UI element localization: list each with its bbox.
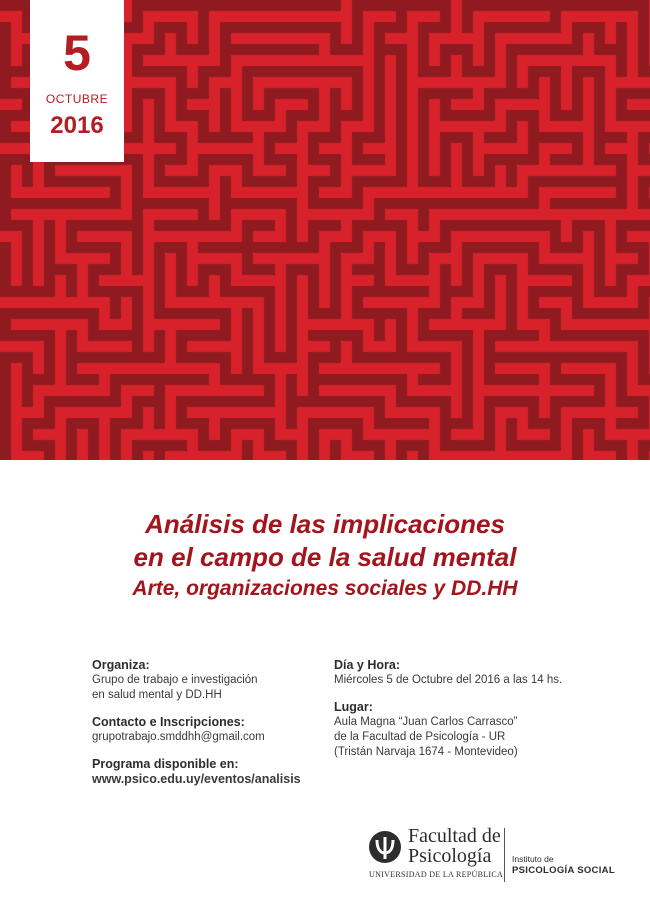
title-line-2: en el campo de la salud mental (133, 542, 517, 572)
dia-hora-section (334, 658, 604, 688)
event-subtitle: Arte, organizaciones sociales y DD.HH (132, 577, 518, 600)
contacto-email[interactable]: grupotrabajo.smddhh@gmail.com (92, 731, 265, 743)
university-name: UNIVERSIDAD DE LA REPÚBLICA (369, 870, 504, 879)
organiza-line-1: Grupo de trabajo e investigación (92, 674, 258, 686)
programa-url[interactable]: www.psico.edu.uy/eventos/analisis (92, 772, 301, 786)
lugar-line-3: (Tristán Narvaja 1674 - Montevideo) (334, 746, 518, 758)
info-right-column (334, 658, 604, 772)
psi-logo-icon (368, 830, 402, 864)
faculty-name-line-1: Facultad de (408, 825, 501, 847)
dia-hora-value: Miércoles 5 de Octubre del 2016 a las 14 hs. (334, 674, 563, 686)
dia-hora-label: Día y Hora: (334, 658, 400, 672)
organiza-line-2: en salud mental y DD.HH (92, 689, 222, 701)
programa-label: Programa disponible en: (92, 757, 239, 771)
title-line-1: Análisis de las implicaciones (145, 509, 505, 539)
programa-section (92, 757, 322, 787)
date-year: 2016 (50, 112, 104, 139)
lugar-section (334, 700, 604, 760)
faculty-name-line-2: Psicología (408, 845, 492, 867)
contacto-section (92, 715, 322, 745)
event-title (0, 508, 650, 604)
institute-line-2: PSICOLOGÍA SOCIAL (512, 865, 615, 876)
date-month: OCTUBRE (45, 92, 109, 106)
lugar-line-1: Aula Magna “Juan Carlos Carrasco” (334, 716, 518, 728)
contacto-label: Contacto e Inscripciones: (92, 715, 245, 729)
organiza-section (92, 658, 322, 703)
institute-line-1: Instituto de (512, 854, 554, 864)
info-left-column (92, 658, 322, 799)
institute-name (512, 854, 615, 876)
organiza-label: Organiza: (92, 658, 150, 672)
lugar-label: Lugar: (334, 700, 373, 714)
logo-divider (504, 828, 505, 882)
date-day: 5 (63, 25, 91, 81)
faculty-logo (368, 826, 628, 882)
date-card (30, 0, 124, 162)
lugar-line-2: de la Facultad de Psicología - UR (334, 731, 506, 743)
faculty-name (408, 826, 501, 866)
